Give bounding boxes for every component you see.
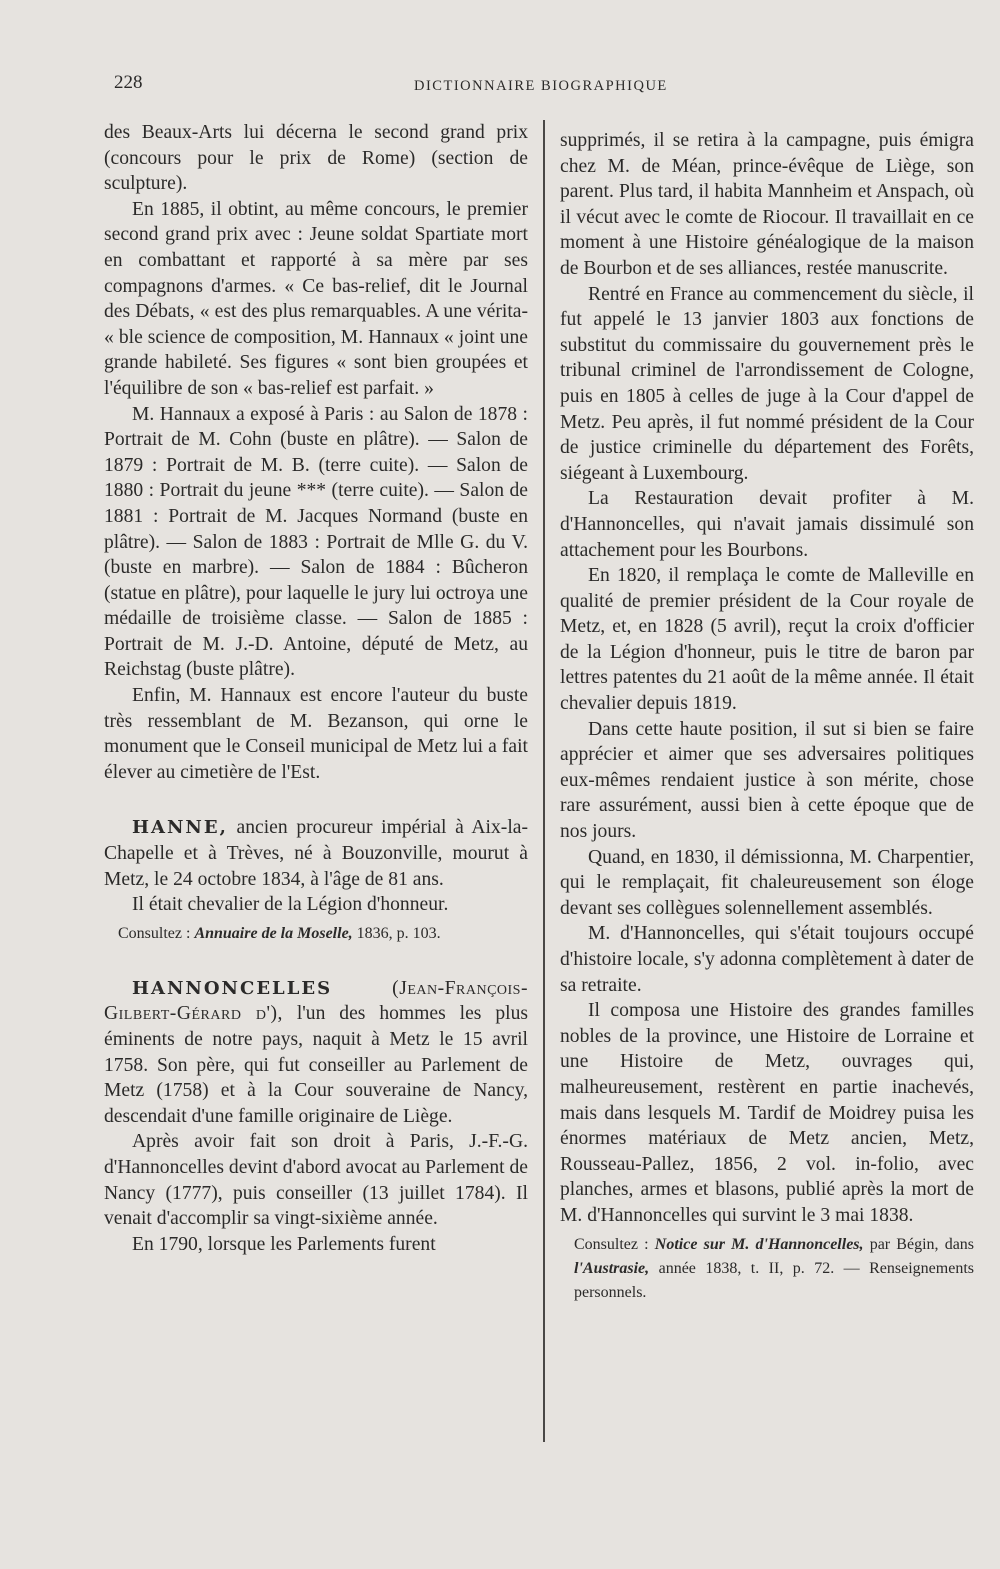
paragraph: Après avoir fait son droit à Paris, J.-F.-G. d'Hannoncelles devint d'abord avocat au Parlement de Nancy (1777), puis conseiller (13 juillet 1784). Il venait d'accomplir sa vingt-sixième année. <box>104 1131 528 1230</box>
reference-note <box>104 922 528 946</box>
reference-mid: par Bégin, dans <box>869 1235 975 1253</box>
paragraph: supprimés, il se retira à la campagne, puis émigra chez M. de Méan, prince-évêque de Liège, son parent. Plus tard, il habita Mannheim et Anspach, où il vécut avec le comte de Riocour. Il travaillait en ce moment à une Histoire généalogique de la maison de Bourbon et de ses alliances, restée manuscrite. <box>560 130 974 279</box>
entry-hanne <box>104 815 528 892</box>
left-column <box>104 120 528 1257</box>
entry-text: ancien procureur impérial à Aix-la-Chapelle et à Trèves, né à Bouzonville, mourut à Metz, le 24 octobre 1834, à l'âge de 81 ans. <box>104 817 528 890</box>
reference-prefix: Consultez : <box>574 1235 649 1253</box>
running-head: DICTIONNAIRE BIOGRAPHIQUE <box>414 78 668 94</box>
entry-given-names: (Jean-François-Gilbert-Gérard d'), <box>104 977 528 1025</box>
paragraph: M. d'Hannoncelles, qui s'était toujours occupé d'histoire locale, s'y adonna complètement à dater de sa retraite. <box>560 923 974 996</box>
paragraph: Rentré en France au commencement du siècle, il fut appelé le 13 janvier 1803 aux fonctions de substitut du commissaire du gouvernement près le tribunal criminel de l'arrondissement de Cologne, puis en 1805 à celles de juge à la Cour d'appel de Metz. Peu après, il fut nommé président de la Cour de justice criminelle du département des Forêts, siégeant à Luxembourg. <box>560 283 974 484</box>
paragraph: La Restauration devait profiter à M. d'Hannoncelles, qui n'avait jamais dissimulé son attachement pour les Bourbons. <box>560 488 974 561</box>
entry-text: l'un des hommes les plus éminents de notre pays, naquit à Metz le 15 avril 1758. Son père, qui fut conseiller au Parlement de Metz (1758) et à la Cour souveraine de Nancy, descendait d'une famille originaire de Liège. <box>104 1003 528 1127</box>
entry-hannoncelles <box>104 976 528 1130</box>
column-divider <box>543 120 545 1442</box>
paragraph: En 1885, il obtint, au même concours, le premier second grand prix avec : Jeune soldat Spartiate mort en combattant et rapporté à sa mère par ses compagnons d'armes. « Ce bas-relief, dit le Journal des Débats, « est des plus remarquables. A une vérita- « ble science de composition, M. Hannaux « joint une grande habileté. Ses figures « sont bien groupées et l'équilibre de son « bas-relief est parfait. » <box>104 198 528 399</box>
entry-heading: HANNE, <box>132 817 228 839</box>
paragraph: des Beaux-Arts lui décerna le second grand prix (concours pour le prix de Rome) (section de sculpture). <box>104 122 528 195</box>
paragraph: Enfin, M. Hannaux est encore l'auteur du buste très ressemblant de M. Bezanson, qui orne le monument que le Conseil municipal de Metz lui a fait élever au cimetière de l'Est. <box>104 685 528 783</box>
right-column <box>560 128 974 1305</box>
paragraph: Dans cette haute position, il sut si bien se faire apprécier et aimer que ses adversaires politiques eux-mêmes rendaient justice à son mérite, chose rare assurément, aussi bien à cette époque que de nos jours. <box>560 718 974 843</box>
entry-heading: HANNONCELLES <box>132 977 333 999</box>
page-number: 228 <box>114 72 143 93</box>
paragraph: Quand, en 1830, il démissionna, M. Charpentier, qui le remplaçait, fit chaleureusement son éloge devant ses collègues solennellement assemblés. <box>560 846 974 919</box>
paragraph: En 1790, lorsque les Parlements furent <box>132 1233 436 1255</box>
reference-title: l'Austrasie, <box>574 1259 650 1277</box>
reference-prefix: Consultez : <box>118 924 191 942</box>
reference-suffix: 1836, p. 103. <box>356 924 441 942</box>
reference-title: Annuaire de la Moselle, <box>194 924 353 942</box>
paragraph: En 1820, il remplaça le comte de Malleville en qualité de premier président de la Cour royale de Metz, et, en 1828 (5 avril), reçut la croix d'officier de la Légion d'honneur, puis le titre de baron par lettres patentes du 21 août de la même année. Il était chevalier depuis 1819. <box>560 565 974 715</box>
paragraph: Il composa une Histoire des grandes familles nobles de la province, une Histoire de Lorraine et une Histoire de Metz, ouvrages qui, malheureusement, restèrent en partie inachevés, mais dans lesquels M. Tardif de Moidrey puisa les énormes matériaux de Metz ancien, Metz, Rousseau-Pallez, 1856, 2 vol. in-folio, avec planches, armes et blasons, publié après la mort de M. d'Hannoncelles qui survint le 3 mai 1838. <box>560 1000 974 1226</box>
paragraph: Il était chevalier de la Légion d'honneur. <box>132 894 449 916</box>
paragraph: M. Hannaux a exposé à Paris : au Salon de 1878 : Portrait de M. Cohn (buste en plâtre). — Salon de 1879 : Portrait de M. B. (terre cuite). — Salon de 1880 : Portrait du jeune *** (terre cuite). — Salon de 1881 : Portrait de M. Jacques Normand (buste en plâtre). — Salon de 1883 : Portrait de Mlle G. du V. (buste en marbre). — Salon de 1884 : Bûcheron (statue en plâtre), pour laquelle le jury lui octroya une médaille de troisième classe. — Salon de 1885 : Portrait de M. J.-D. Antoine, député de Metz, au Reichstag (buste plâtre). <box>104 403 528 681</box>
reference-suffix: année 1838, t. II, p. 72. — Renseignements personnels. <box>574 1259 974 1301</box>
reference-title: Notice sur M. d'Hannoncelles, <box>654 1235 864 1253</box>
reference-note <box>560 1233 974 1305</box>
